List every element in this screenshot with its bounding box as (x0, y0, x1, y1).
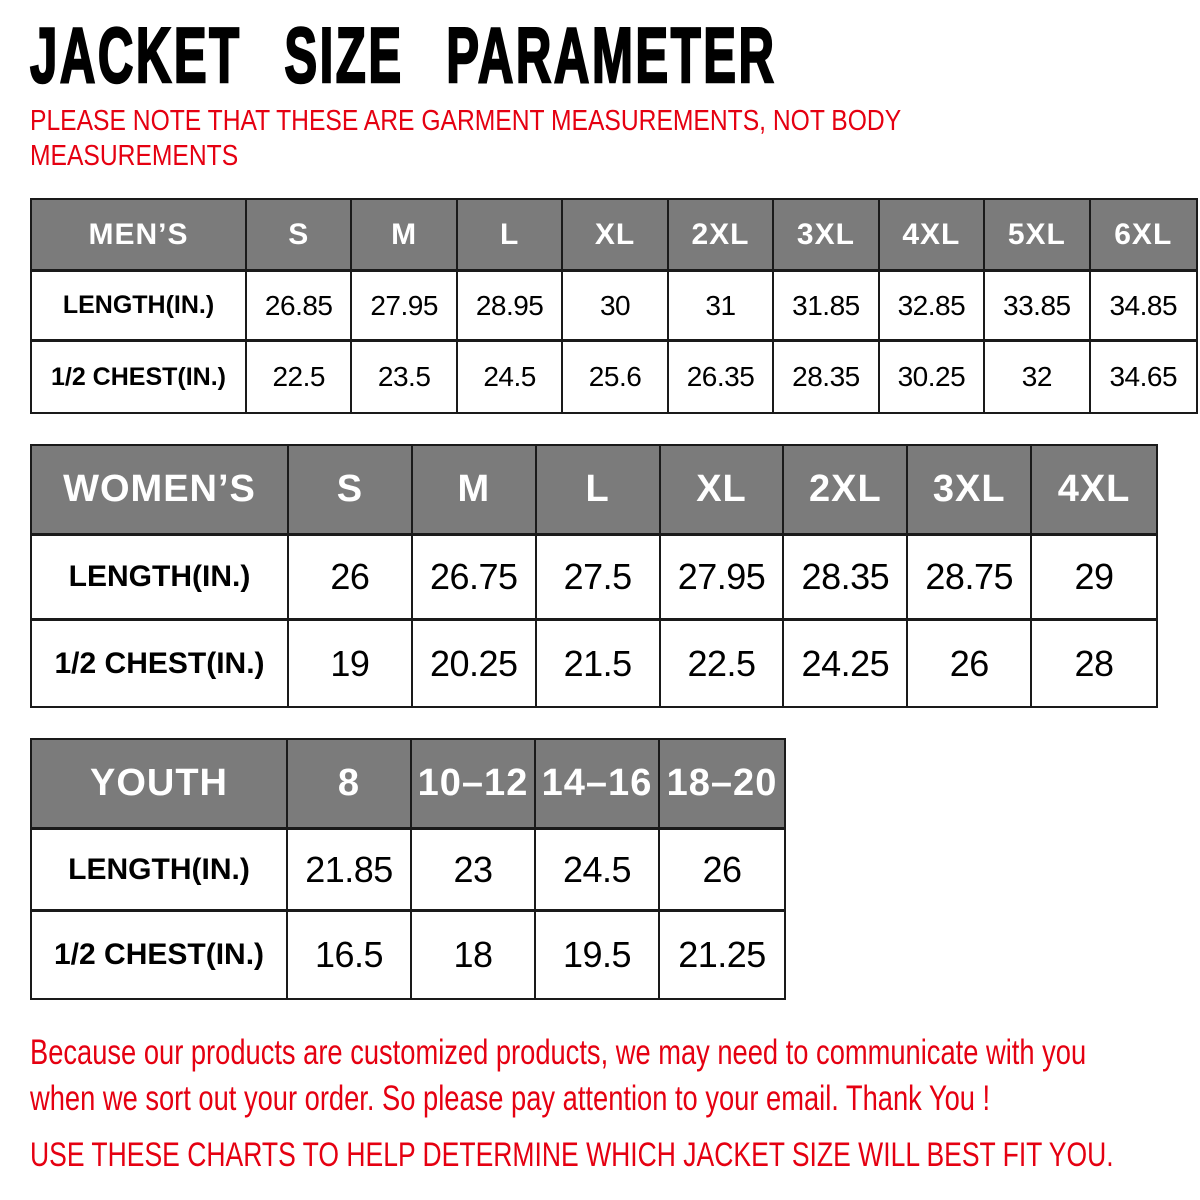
customization-notice-line-2: when we sort out your order. So please pay attention to your email. Thank You ! (30, 1079, 991, 1118)
size-header-cell: L (537, 446, 661, 536)
row-label-cell: 1/2 CHEST(IN.) (32, 342, 247, 412)
value-cell: 22.5 (247, 342, 352, 412)
value-cell: 21.85 (288, 830, 412, 912)
row-label-cell: LENGTH(IN.) (32, 272, 247, 342)
womens-size-table (30, 444, 1158, 708)
note-line-1: PLEASE NOTE THAT THESE ARE GARMENT MEASUREMENTS, NOT BODY (30, 105, 902, 137)
value-cell: 27.95 (352, 272, 457, 342)
size-header-cell: 2XL (669, 200, 774, 272)
row-label-cell: 1/2 CHEST(IN.) (32, 912, 288, 998)
chart-usage-note: USE THESE CHARTS TO HELP DETERMINE WHICH JACKET SIZE WILL BEST FIT YOU. (30, 1136, 1114, 1174)
table-title-cell: YOUTH (32, 740, 288, 830)
value-cell: 28.95 (458, 272, 563, 342)
size-header-cell: 6XL (1091, 200, 1196, 272)
size-header-cell: L (458, 200, 563, 272)
value-cell: 16.5 (288, 912, 412, 998)
row-label-cell: 1/2 CHEST(IN.) (32, 621, 289, 706)
value-cell: 28.35 (784, 536, 908, 621)
size-header-cell: 5XL (985, 200, 1090, 272)
value-cell: 31.85 (774, 272, 879, 342)
size-header-cell: 18–20 (660, 740, 784, 830)
value-cell: 30 (563, 272, 668, 342)
value-cell: 19 (289, 621, 413, 706)
value-cell: 27.95 (661, 536, 785, 621)
youth-size-table (30, 738, 786, 1000)
value-cell: 19.5 (536, 912, 660, 998)
size-header-cell: 2XL (784, 446, 908, 536)
size-header-cell: 4XL (1032, 446, 1156, 536)
value-cell: 32.85 (880, 272, 985, 342)
value-cell: 26 (660, 830, 784, 912)
size-header-cell: 3XL (908, 446, 1032, 536)
size-header-cell: S (289, 446, 413, 536)
value-cell: 30.25 (880, 342, 985, 412)
value-cell: 26 (289, 536, 413, 621)
size-header-cell: M (413, 446, 537, 536)
value-cell: 27.5 (537, 536, 661, 621)
value-cell: 23 (412, 830, 536, 912)
value-cell: 23.5 (352, 342, 457, 412)
size-header-cell: 10–12 (412, 740, 536, 830)
value-cell: 25.6 (563, 342, 668, 412)
value-cell: 26.35 (669, 342, 774, 412)
size-header-cell: 4XL (880, 200, 985, 272)
value-cell: 26.85 (247, 272, 352, 342)
size-header-cell: XL (661, 446, 785, 536)
value-cell: 33.85 (985, 272, 1090, 342)
table-title-cell: MEN’S (32, 200, 247, 272)
size-header-cell: 14–16 (536, 740, 660, 830)
size-header-cell: S (247, 200, 352, 272)
size-header-cell: XL (563, 200, 668, 272)
value-cell: 22.5 (661, 621, 785, 706)
row-label-cell: LENGTH(IN.) (32, 830, 288, 912)
customization-notice-line-1: Because our products are customized products, we may need to communicate with you (30, 1033, 1087, 1072)
size-header-cell: 8 (288, 740, 412, 830)
note-line-2: MEASUREMENTS (30, 140, 239, 172)
garment-measurement-note (30, 104, 1025, 174)
value-cell: 21.25 (678, 934, 766, 975)
value-cell: 24.5 (458, 342, 563, 412)
value-cell: 32 (985, 342, 1090, 412)
value-cell: 28.75 (908, 536, 1032, 621)
value-cell: 29 (1032, 536, 1156, 621)
value-cell: 20.25 (413, 621, 537, 706)
customization-notice (30, 1030, 1087, 1122)
value-cell: 21.5 (537, 621, 661, 706)
value-cell: 18 (412, 912, 536, 998)
page-title: JACKET SIZE PARAMETER (30, 11, 777, 99)
value-cell: 24.25 (784, 621, 908, 706)
value-cell: 31 (669, 272, 774, 342)
value-cell: 34.85 (1091, 272, 1196, 342)
value-cell: 28.35 (774, 342, 879, 412)
value-cell: 26 (908, 621, 1032, 706)
value-cell: 34.65 (1109, 361, 1178, 392)
mens-size-table (30, 198, 1198, 414)
size-header-cell: 3XL (774, 200, 879, 272)
size-header-cell: M (352, 200, 457, 272)
row-label-cell: LENGTH(IN.) (32, 536, 289, 621)
value-cell: 28 (1074, 642, 1114, 684)
value-cell: 26.75 (413, 536, 537, 621)
table-title-cell: WOMEN’S (32, 446, 289, 536)
value-cell: 24.5 (536, 830, 660, 912)
